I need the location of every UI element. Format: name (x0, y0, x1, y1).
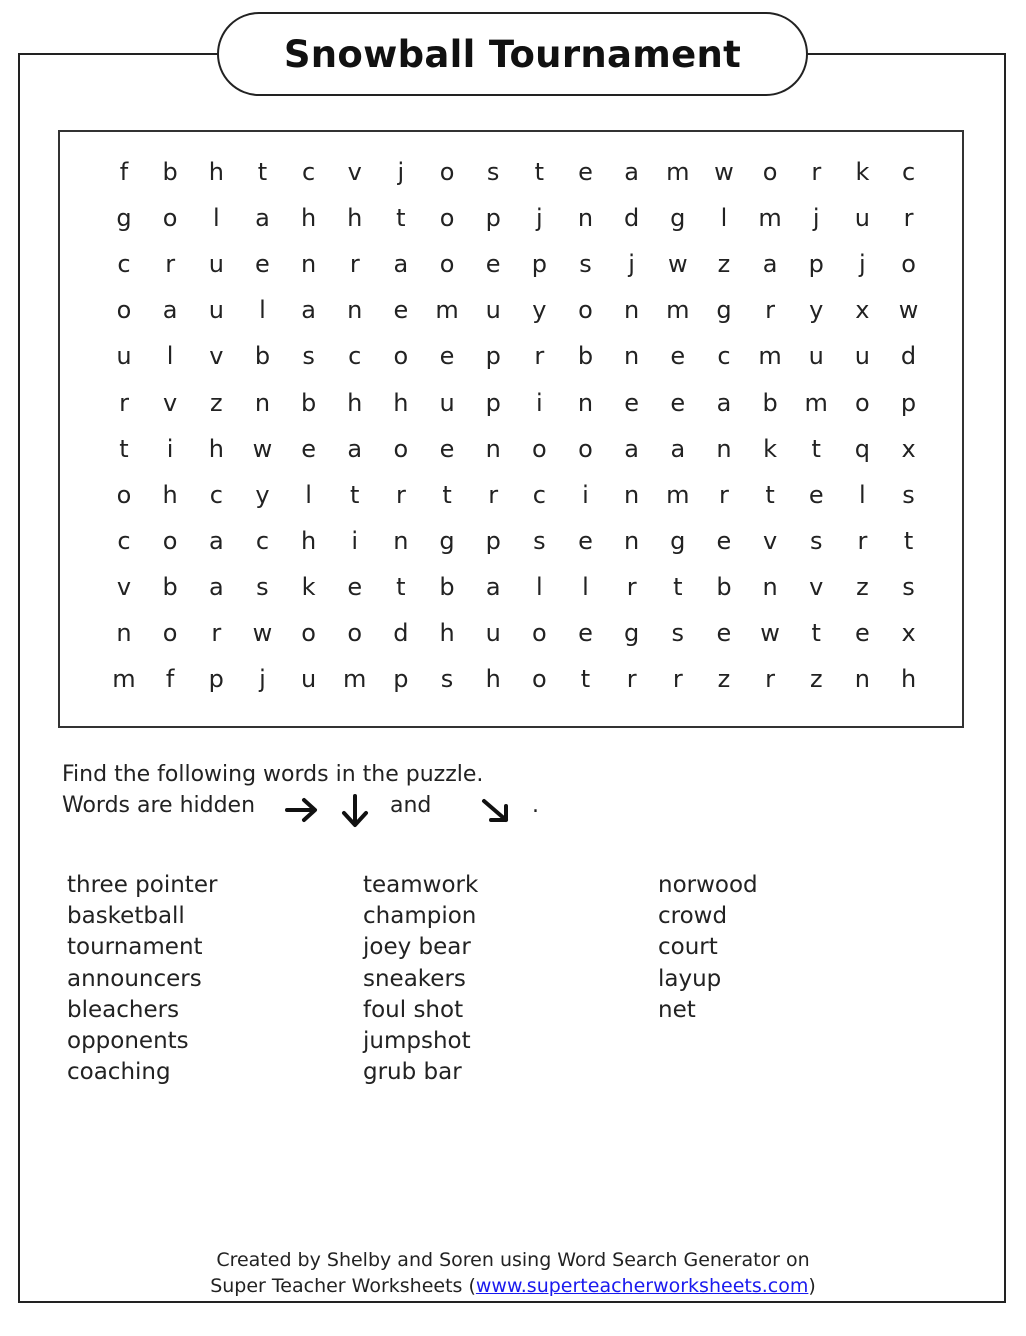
word-list-column-2 (363, 870, 478, 1088)
grid-letter: o (116, 480, 132, 509)
word-search-grid (58, 130, 964, 728)
grid-letter: d (900, 342, 917, 371)
grid-letter: n (624, 296, 640, 325)
grid-letter: z (209, 388, 223, 417)
grid-letter: t (903, 526, 914, 555)
grid-letter: r (395, 480, 406, 509)
grid-letter: v (347, 158, 362, 186)
grid-letter: s (440, 665, 454, 694)
grid-letter: e (716, 619, 732, 647)
grid-letter: r (349, 250, 360, 279)
grid-letter: z (717, 250, 731, 279)
grid-letter: a (393, 250, 409, 279)
grid-letter: m (758, 204, 782, 233)
grid-letter: j (628, 250, 635, 279)
grid-letter: o (901, 250, 916, 279)
arrow-down-right-icon (479, 796, 513, 826)
grid-letter: o (532, 619, 547, 647)
grid-letter: h (208, 158, 224, 186)
grid-letter: k (855, 158, 870, 186)
grid-letter: o (439, 250, 455, 279)
grid-letter: e (439, 434, 455, 463)
grid-letter: u (854, 342, 870, 371)
grid-letter: r (765, 665, 776, 694)
grid-letter: a (670, 434, 686, 463)
grid-letter: s (486, 158, 500, 186)
grid-letter: t (673, 572, 683, 601)
grid-letter: g (716, 296, 732, 325)
grid-letter: l (720, 204, 728, 233)
grid-letter: e (670, 342, 686, 371)
word-item: announcers (67, 965, 202, 992)
grid-letter: m (804, 388, 828, 417)
grid-letter: e (624, 388, 640, 417)
grid-letter: x (855, 296, 870, 325)
word-list-column-1 (67, 870, 217, 1088)
word-item: champion (363, 903, 477, 930)
grid-letter: p (531, 250, 547, 279)
grid-letter: a (208, 526, 224, 555)
grid-letter: h (900, 665, 917, 694)
grid-letter: r (488, 480, 499, 509)
grid-letter: s (809, 526, 823, 555)
grid-letter: o (393, 434, 409, 463)
grid-letter: a (347, 434, 363, 463)
grid-letter: k (301, 572, 316, 601)
word-item: opponents (67, 1028, 189, 1055)
grid-letter: t (811, 619, 821, 647)
grid-letter: c (117, 250, 131, 279)
grid-letter: n (485, 434, 501, 463)
word-item: norwood (658, 872, 758, 898)
word-item: court (658, 934, 718, 961)
grid-letter: p (485, 204, 501, 233)
grid-letter: t (350, 480, 360, 509)
grid-letter: x (901, 434, 916, 463)
grid-letter: w (667, 250, 688, 279)
grid-letter: b (577, 342, 594, 371)
grid-letter: i (351, 526, 359, 555)
grid-letter: a (624, 434, 639, 463)
grid-letter: s (671, 619, 685, 647)
arrow-right-icon (284, 795, 320, 825)
title-banner (217, 12, 808, 96)
grid-letter: z (717, 665, 731, 694)
grid-letter: p (393, 665, 409, 694)
grid-letter: a (301, 296, 316, 325)
grid-letter: r (534, 342, 545, 371)
word-item: sneakers (363, 965, 466, 992)
grid-letter: m (112, 665, 136, 694)
grid-letter: e (439, 342, 455, 371)
grid-letter: i (536, 388, 543, 417)
grid-letter: t (396, 572, 406, 601)
grid-letter: t (580, 665, 591, 694)
grid-letter: z (856, 572, 869, 601)
grid-letter: s (256, 572, 269, 601)
grid-letter: o (855, 388, 870, 417)
grid-letter: c (117, 526, 131, 555)
grid-letter: e (255, 250, 270, 279)
grid-letter: a (485, 572, 501, 601)
grid-letter: g (439, 526, 455, 555)
grid-letter: n (300, 250, 317, 279)
grid-letter: e (347, 572, 363, 601)
grid-letter: u (808, 342, 824, 371)
grid-letter: m (435, 296, 459, 325)
grid-letter: s (302, 342, 315, 371)
word-item: net (658, 996, 696, 1023)
grid-letter: t (534, 158, 545, 186)
grid-letter: o (162, 204, 178, 233)
grid-letter: a (716, 388, 732, 417)
grid-letter: o (578, 434, 593, 463)
grid-letter: h (162, 480, 178, 509)
grid-letter: h (208, 434, 224, 463)
grid-letter: u (439, 388, 455, 417)
grid-letter: e (301, 434, 316, 463)
grid-letter: p (208, 665, 224, 694)
grid-letter: e (578, 526, 593, 555)
grid-letter: p (485, 388, 501, 417)
grid-letter: y (809, 296, 824, 325)
grid-letter: s (902, 480, 915, 509)
grid-letter: c (901, 158, 916, 186)
grid-letter: s (533, 526, 546, 555)
word-item: crowd (658, 903, 728, 930)
word-item: foul shot (363, 996, 464, 1023)
grid-letter: o (347, 619, 363, 647)
grid-letter: i (166, 434, 174, 463)
grid-letter: b (300, 388, 317, 417)
grid-letter: m (758, 342, 782, 371)
grid-letter: f (165, 665, 175, 694)
grid-letter: m (666, 158, 690, 186)
grid-letter: o (762, 158, 778, 186)
grid-letter: j (859, 250, 866, 279)
grid-letter: n (624, 480, 640, 509)
grid-letter: l (859, 480, 866, 509)
grid-letter: p (900, 388, 917, 417)
grid-letter: p (808, 250, 824, 279)
grid-letter: r (811, 158, 822, 186)
grid-letter: n (716, 434, 732, 463)
grid-letter: r (626, 572, 637, 601)
grid-letter: b (162, 158, 178, 186)
word-item: coaching (67, 1059, 171, 1086)
grid-letter: b (254, 342, 271, 371)
grid-letter: x (901, 619, 916, 647)
grid-letter: g (670, 204, 686, 233)
grid-letter: u (485, 296, 501, 325)
grid-letter: z (809, 665, 823, 694)
grid-letter: t (442, 480, 452, 509)
grid-letter: r (719, 480, 729, 509)
grid-letter: y (255, 480, 270, 509)
grid-letter: r (119, 388, 129, 417)
grid-letter: m (666, 480, 690, 509)
word-item: teamwork (363, 872, 479, 898)
grid-letter: c (301, 158, 316, 186)
grid-letter: p (485, 526, 501, 555)
grid-letter: n (762, 572, 778, 601)
grid-letter: h (300, 204, 317, 233)
grid-letter: u (116, 342, 132, 371)
grid-letter: h (347, 388, 363, 417)
grid-letter: n (393, 526, 409, 555)
grid-letter: w (898, 296, 919, 325)
grid-letter: j (397, 158, 405, 186)
grid-letter: j (536, 204, 543, 233)
grid-letter: n (624, 526, 640, 555)
grid-letter: t (257, 158, 268, 186)
grid-letter: e (670, 388, 686, 417)
grid-letter: l (166, 342, 174, 371)
grid-letter: h (347, 204, 363, 233)
grid-letter: r (165, 250, 176, 279)
grid-letter: l (259, 296, 266, 325)
word-item: grub bar (363, 1059, 462, 1086)
word-list-column-3 (658, 870, 758, 1026)
instructions-line-2-prefix: Words are hidden (62, 793, 256, 818)
grid-letter: l (305, 480, 312, 509)
grid-letter: e (716, 526, 732, 555)
footer-credit-line: Created by Shelby and Soren using Word Search Generator on (216, 1249, 810, 1271)
grid-letter: v (116, 572, 132, 601)
grid-letter: r (903, 204, 914, 233)
grid-letter: h (300, 526, 317, 555)
grid-letter: v (163, 388, 178, 417)
grid-letter: v (762, 526, 778, 555)
grid-letter: g (116, 204, 132, 233)
grid-letter: n (624, 342, 640, 371)
grid-letter: a (162, 296, 178, 325)
grid-letter: n (854, 665, 870, 694)
grid-letter: m (343, 665, 367, 694)
grid-letter: p (485, 342, 501, 371)
grid-letter: i (582, 480, 589, 509)
word-item: three pointer (67, 872, 218, 898)
grid-letter: e (393, 296, 409, 325)
grid-letter: r (211, 619, 222, 647)
grid-letter: e (578, 619, 593, 647)
grid-letter: c (717, 342, 731, 371)
grid-letter: o (532, 434, 547, 463)
grid-letter: l (536, 572, 543, 601)
page-title: Snowball Tournament (283, 32, 742, 76)
grid-letter: j (259, 665, 266, 694)
grid-letter: c (348, 342, 362, 371)
grid-letter: b (762, 388, 778, 417)
grid-letter: t (396, 204, 406, 233)
grid-letter: m (666, 296, 690, 325)
grid-letter: r (857, 526, 868, 555)
grid-letter: u (485, 619, 501, 647)
grid-letter: u (208, 250, 224, 279)
grid-letter: q (854, 434, 870, 463)
grid-letter: d (624, 204, 640, 233)
grid-letter: c (532, 480, 546, 509)
word-item: basketball (67, 903, 185, 930)
grid-letter: o (439, 158, 455, 186)
grid-letter: g (670, 526, 686, 555)
grid-letter: n (577, 388, 594, 417)
grid-letter: e (485, 250, 501, 279)
instructions-and: and (390, 793, 432, 818)
grid-letter: d (393, 619, 409, 647)
footer-source-prefix: Super Teacher Worksheets ( (210, 1275, 476, 1297)
grid-letter: o (301, 619, 316, 647)
grid-letter: b (162, 572, 178, 601)
grid-letter: s (579, 250, 592, 279)
word-item: joey bear (363, 934, 471, 961)
grid-letter: u (208, 296, 224, 325)
grid-letter: a (624, 158, 639, 186)
grid-letter: c (255, 526, 270, 555)
grid-letter: w (760, 619, 780, 647)
grid-letter: f (119, 158, 129, 186)
grid-letter: l (212, 204, 220, 233)
word-item: layup (658, 965, 722, 992)
grid-letter: o (578, 296, 593, 325)
grid-letter: b (716, 572, 732, 601)
grid-letter: o (162, 619, 178, 647)
grid-letter: r (765, 296, 776, 325)
instructions-line-1: Find the following words in the puzzle. (62, 762, 484, 787)
grid-letter: e (808, 480, 824, 509)
grid-letter: n (254, 388, 271, 417)
grid-letter: a (762, 250, 778, 279)
word-item: tournament (67, 934, 203, 961)
word-item: bleachers (67, 996, 180, 1023)
grid-letter: o (116, 296, 132, 325)
grid-letter: n (347, 296, 363, 325)
grid-letter: w (252, 619, 273, 647)
arrow-down-icon (338, 793, 372, 829)
grid-letter: t (811, 434, 821, 463)
grid-letter: v (209, 342, 224, 371)
grid-letter: n (116, 619, 132, 647)
grid-letter: h (439, 619, 455, 647)
grid-letter: e (578, 158, 593, 186)
grid-letter: w (714, 158, 734, 186)
grid-letter: c (209, 480, 223, 509)
footer-source-suffix: ) (808, 1275, 816, 1297)
grid-letter: v (809, 572, 824, 601)
grid-letter: o (393, 342, 409, 371)
grid-letter: s (902, 572, 915, 601)
grid-letter: o (532, 665, 547, 694)
grid-letter: r (672, 665, 683, 694)
grid-letter: l (582, 572, 589, 601)
grid-letter: a (255, 204, 270, 233)
grid-letter: o (162, 526, 178, 555)
grid-letter: u (300, 665, 317, 694)
grid-letter: k (763, 434, 778, 463)
grid-letter: w (252, 434, 273, 463)
grid-letter: n (577, 204, 594, 233)
grid-letter: g (624, 619, 640, 647)
instructions-period: . (532, 793, 539, 818)
grid-letter: t (119, 434, 129, 463)
grid-letter: h (485, 665, 501, 694)
footer-source-line (0, 1275, 1026, 1297)
grid-letter: b (439, 572, 455, 601)
word-item: jumpshot (363, 1028, 471, 1055)
superteacherworksheets-link[interactable]: www.superteacherworksheets.com (475, 1275, 809, 1297)
grid-letter: e (855, 619, 870, 647)
grid-letter: r (626, 665, 637, 694)
grid-letter: j (812, 204, 820, 233)
grid-letter: h (393, 388, 409, 417)
grid-letter: o (439, 204, 455, 233)
grid-letter: y (532, 296, 547, 325)
grid-letter: a (208, 572, 224, 601)
grid-letter: t (765, 480, 775, 509)
grid-letter: u (854, 204, 870, 233)
